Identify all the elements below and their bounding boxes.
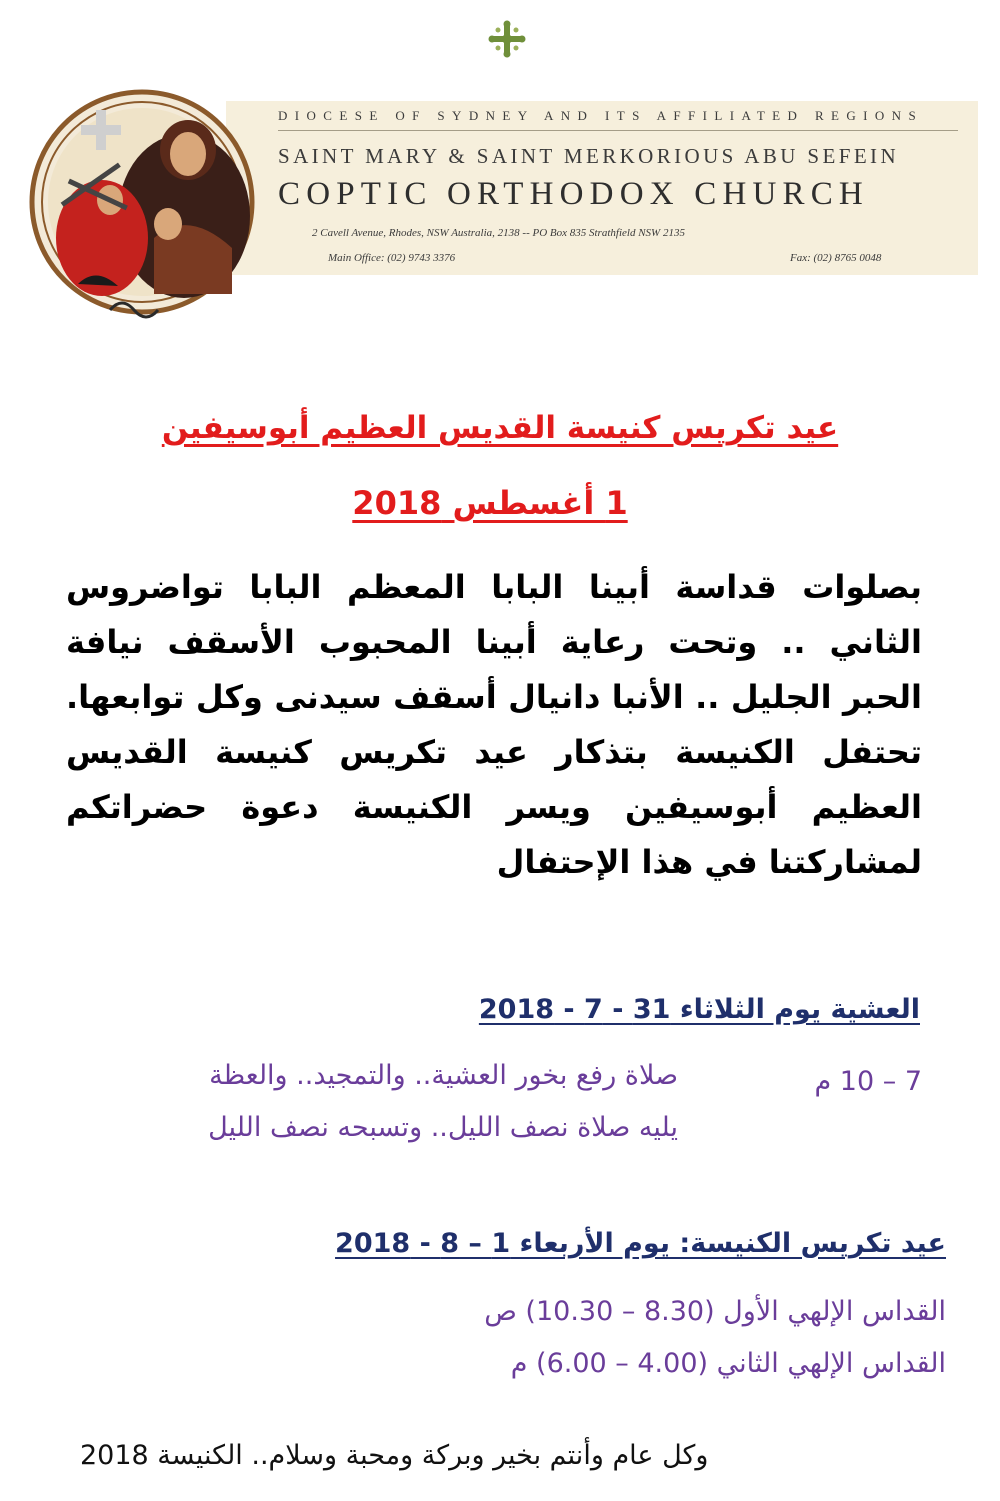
coptic-cross-icon	[488, 20, 526, 58]
closing-greeting: وكل عام وأنتم بخير وبركة ومحبة وسلام.. الكنيسة 2018	[80, 1440, 709, 1471]
vespers-heading: العشية يوم الثلاثاء 31 - 7 - 2018	[478, 994, 920, 1025]
church-name: COPTIC ORTHODOX CHURCH	[278, 176, 869, 212]
feast-heading: عيد تكريس الكنيسة: يوم الأربعاء 1 – 8 - 2018	[335, 1228, 946, 1259]
diocese-line: DIOCESE OF SYDNEY AND ITS AFFILIATED REGIONS	[278, 108, 924, 123]
first-liturgy: القداس الإلهي الأول (8.30 – 10.30) ص	[484, 1296, 946, 1327]
vespers-program-line: صلاة رفع بخور العشية.. والتمجيد.. والعظة	[209, 1060, 678, 1091]
vespers-program-line: يليه صلاة نصف الليل.. وتسبحه نصف الليل	[208, 1112, 678, 1143]
second-liturgy: القداس الإلهي الثاني (4.00 – 6.00) م	[510, 1348, 946, 1379]
parish-name: SAINT MARY & SAINT MERKORIOUS ABU SEFEIN	[278, 144, 900, 168]
intro-paragraph: بصلوات قداسة أبينا البابا المعظم البابا تواضروس الثاني .. وتحت رعاية أبينا المحبوب الأسقف نيافة الحبر الجليل .. الأنبا دانيال أسقف سيدنى وكل توابعها. تحتفل الكنيسة بتذكار عيد تكريس كنيسة القديس العظيم أبوسيفين ويسر الكنيسة دعوة حضراتكم لمشاركتنا في هذا الإحتفال	[66, 568, 922, 881]
letterhead-divider	[278, 130, 958, 131]
event-date: 1 أغسطس 2018	[352, 484, 628, 522]
church-address: 2 Cavell Avenue, Rhodes, NSW Australia, 2138 -- PO Box 835 Strathfield NSW 2135	[312, 227, 685, 239]
page-title: عيد تكريس كنيسة القديس العظيم أبوسيفين	[161, 410, 839, 446]
fax-number: Fax: (02) 8765 0048	[790, 252, 882, 264]
vespers-time: 7 – 10 م	[814, 1066, 922, 1097]
main-office-phone: Main Office: (02) 9743 3376	[328, 252, 456, 264]
church-seal-icon	[18, 88, 266, 326]
